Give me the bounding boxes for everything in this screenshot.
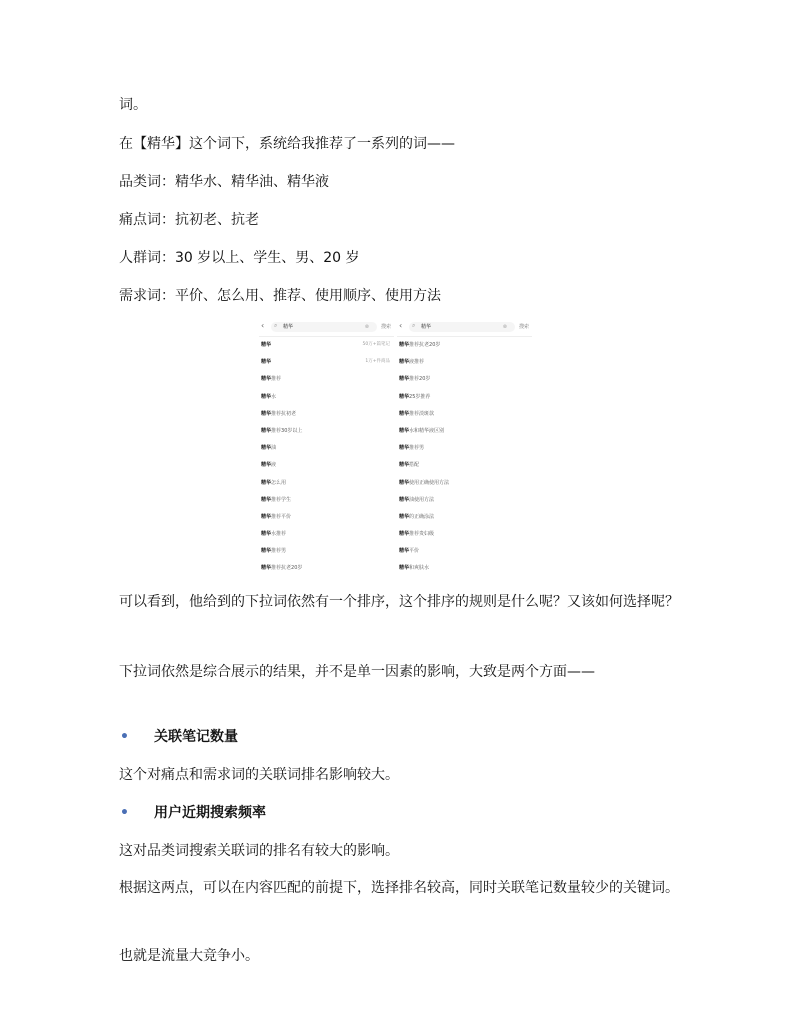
suggestion-text: 精华推荐男 <box>399 445 425 452</box>
suggestion-item <box>259 543 394 560</box>
suggestion-text: 精华推荐学生 <box>261 496 292 503</box>
bullet-related-notes <box>120 727 238 747</box>
paragraph-need-words: 需求词：平价、怎么用、推荐、使用顺序、使用方法 <box>119 288 441 304</box>
clear-icon: ⊗ <box>502 324 507 330</box>
suggestion-text: 精华推荐抗老20岁 <box>261 565 303 572</box>
suggestion-text: 精华 <box>261 359 272 366</box>
bullet-marker: • <box>120 805 129 821</box>
suggestion-text: 精华使用正确使用方法 <box>399 479 450 486</box>
suggestion-item <box>397 337 532 354</box>
suggestion-item <box>259 492 394 509</box>
suggestion-text: 精华平价 <box>399 548 420 555</box>
suggestion-text: 精华和爽肤水 <box>399 565 430 572</box>
suggestion-item <box>259 337 394 354</box>
suggestion-item <box>259 423 394 440</box>
suggestion-item <box>397 509 532 526</box>
suggestion-text: 精华推荐抗初老 <box>261 410 297 417</box>
suggestion-item <box>259 560 394 577</box>
suggestion-item <box>397 389 532 406</box>
back-icon: ‹ <box>261 321 265 330</box>
suggestion-text: 精华推荐抗老20岁 <box>399 342 441 348</box>
search-input <box>409 322 529 332</box>
suggestion-item <box>259 406 394 423</box>
paragraph-category-words: 品类词：精华水、精华油、精华液 <box>119 174 329 190</box>
paragraph-conclusion: 根据这两点，可以在内容匹配的前提下，选择排名较高，同时关联笔记数量较少的关键词。 <box>119 880 679 896</box>
suggestion-count: 1万+件商品 <box>365 359 390 365</box>
paragraph-search-frequency-effect: 这对品类词搜索关联词的排名有较大的影响。 <box>119 843 399 859</box>
paragraph-audience-words: 人群词：30 岁以上、学生、男、20 岁 <box>119 250 360 266</box>
suggestion-item <box>397 543 532 560</box>
suggestion-item <box>259 526 394 543</box>
suggestion-item <box>397 457 532 474</box>
paragraph-pain-words: 痛点词：抗初老、抗老 <box>119 212 259 228</box>
suggestion-item <box>259 389 394 406</box>
suggestion-list <box>259 337 394 578</box>
screenshot-search-suggestions-left <box>259 318 394 580</box>
search-action: 搜索 <box>380 324 391 330</box>
bullet-label: 关联笔记数量 <box>154 729 238 745</box>
suggestion-item <box>259 371 394 388</box>
suggestion-text: 精华推荐贵妇级 <box>399 531 435 538</box>
suggestion-item <box>397 440 532 457</box>
suggestion-text: 精华推荐淡斑款 <box>399 410 435 417</box>
suggestion-text: 精华推荐 <box>261 376 282 383</box>
suggestion-text: 精华怎么用 <box>261 479 287 486</box>
suggestion-item <box>259 509 394 526</box>
suggestion-item <box>397 526 532 543</box>
suggestion-item <box>397 492 532 509</box>
suggestion-text: 精华搭配 <box>399 462 420 469</box>
clear-icon: ⊗ <box>364 324 369 330</box>
suggestion-item <box>259 475 394 492</box>
suggestion-item <box>397 475 532 492</box>
suggestion-text: 精华油使用方法 <box>399 496 435 503</box>
suggestion-text: 精华水和精华液区别 <box>399 427 445 434</box>
suggestion-item <box>397 406 532 423</box>
suggestion-text: 精华水推荐 <box>261 531 287 538</box>
suggestion-item <box>397 423 532 440</box>
suggestion-text: 精华推荐20岁 <box>399 376 431 383</box>
suggestion-item <box>397 354 532 371</box>
paragraph-1: 在【精华】这个词下，系统给我推荐了一系列的词—— <box>119 136 455 152</box>
suggestion-text: 精华25岁推荐 <box>399 393 431 400</box>
suggestion-text: 精华液推荐 <box>399 359 425 366</box>
search-icon: ⌕ <box>274 322 278 329</box>
screenshot-search-suggestions-right <box>397 318 532 580</box>
bullet-marker: • <box>120 729 129 745</box>
paragraph-two-factors: 下拉词依然是综合展示的结果，并不是单一因素的影响，大致是两个方面—— <box>119 664 595 680</box>
suggestion-item <box>397 371 532 388</box>
search-input <box>271 322 391 332</box>
search-icon: ⌕ <box>412 322 416 329</box>
search-query: 精华 <box>283 324 294 330</box>
bullet-label: 用户近期搜索频率 <box>154 805 266 821</box>
suggestion-text: 精华推荐平价 <box>261 513 292 520</box>
paragraph-0: 词。 <box>119 97 147 113</box>
paragraph-sorting-question: 可以看到，他给到的下拉词依然有一个排序，这个排序的规则是什么呢？又该如何选择呢？ <box>119 594 679 610</box>
search-bar <box>259 318 394 337</box>
paragraph-summary: 也就是流量大竞争小。 <box>119 948 259 964</box>
suggestion-item <box>259 354 394 371</box>
suggestion-count: 50万+篇笔记 <box>362 342 390 347</box>
suggestion-text: 精华推荐男 <box>261 548 287 555</box>
paragraph-related-notes-effect: 这个对痛点和需求词的关联词排名影响较大。 <box>119 767 399 783</box>
suggestion-text: 精华油 <box>261 445 277 452</box>
search-bar <box>397 318 532 337</box>
suggestion-item <box>259 440 394 457</box>
suggestion-text: 精华液 <box>261 462 277 469</box>
suggestion-text: 精华 <box>261 342 272 348</box>
search-query: 精华 <box>421 324 432 330</box>
bullet-search-frequency <box>120 803 266 823</box>
search-action: 搜索 <box>518 324 529 330</box>
suggestion-text: 精华的正确涂法 <box>399 513 435 520</box>
suggestion-item <box>397 560 532 577</box>
suggestion-item <box>259 457 394 474</box>
suggestion-text: 精华推荐30岁以上 <box>261 427 303 434</box>
back-icon: ‹ <box>399 321 403 330</box>
suggestion-text: 精华水 <box>261 393 277 400</box>
suggestion-list <box>397 337 532 578</box>
